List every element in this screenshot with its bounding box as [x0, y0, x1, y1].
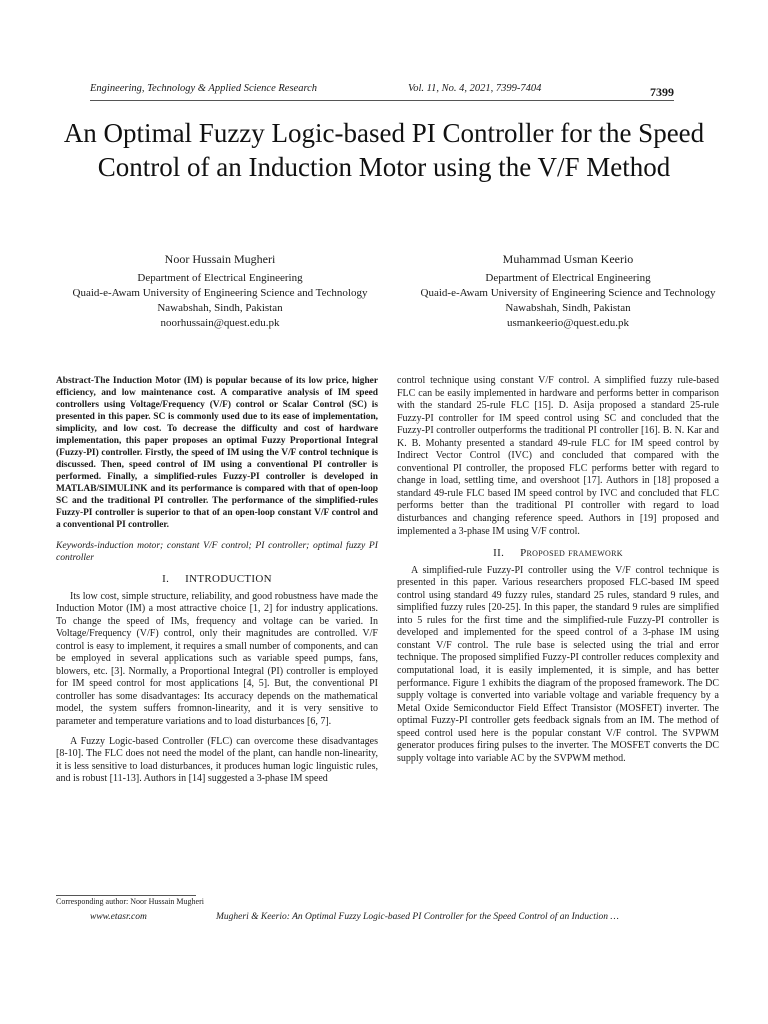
section-heading-framework	[397, 547, 719, 560]
author-name: Muhammad Usman Keerio	[502, 252, 634, 266]
author-name: Noor Hussain Mugheri	[164, 252, 276, 266]
section-number: II.	[493, 547, 505, 560]
author-location: Nawabshah, Sindh, Pakistan	[157, 302, 283, 314]
intro-paragraph-2: A Fuzzy Logic-based Controller (FLC) can overcome these disadvantages [8-10]. The FLC does not need the model of the plant, can handle non-linearity, it is less sensitive to load disturbances, it produces human logic linguistic rules, and is robust [11-13]. Authors in [14] suggested a 3-phase IM speed	[56, 735, 378, 785]
corresponding-author: Corresponding author: Noor Hussain Mugheri	[56, 897, 204, 906]
section-title: INTRODUCTION	[185, 573, 272, 585]
section-title: Proposed framework	[520, 547, 623, 560]
keywords: Keywords-induction motor; constant V/F control; PI controller; optimal fuzzy PI controller	[56, 540, 378, 563]
author-department: Department of Electrical Engineering	[137, 272, 303, 284]
paper-title: An Optimal Fuzzy Logic-based PI Controller for the Speed Control of an Induction Motor using the V/F Method	[63, 118, 705, 182]
footer-citation: Mugheri & Keerio: An Optimal Fuzzy Logic-based PI Controller for the Speed Control of an Induction …	[216, 912, 619, 922]
running-footer	[90, 912, 712, 926]
author-1	[55, 252, 385, 331]
header-rule	[90, 100, 674, 101]
left-column	[56, 375, 378, 793]
author-2	[403, 252, 733, 331]
author-location: Nawabshah, Sindh, Pakistan	[505, 302, 631, 314]
author-email: noorhussain@quest.edu.pk	[160, 317, 280, 329]
author-department: Department of Electrical Engineering	[485, 272, 651, 284]
section-number: I.	[162, 573, 170, 585]
footnote-rule	[56, 895, 196, 896]
journal-website-link[interactable]: www.etasr.com	[90, 912, 147, 922]
framework-paragraph-1: A simplified-rule Fuzzy-PI controller using the V/F control technique is presented in this paper. Various researchers proposed FLC-based IM speed control using standard 49 fuzzy rules, standard 25 rules, standard 9 rules, and simplified fuzzy rules [20-25]. In this paper, the standard 9 rules are simplified into 5 rules for the first time and the simplified-rule Fuzzy-PI controller is developed and implemented for the speed control of a 3-phase IM using constant V/F control. The rule base is selected using the trial and error technique. The proposed simplified Fuzzy-PI controller reduces complexity and computational load, it is easily implemented, it is simple, and has better performance. Figure 1 exhibits the diagram of the proposed framework. The DC supply voltage is converted into variable voltage and variable frequency by a Metal Oxide Semiconductor Field Effect Transistor (MOSFET) inverter. The optimal Fuzzy-PI controller gets feedback signals from an IM. The method of speed control used here is the popular constant V/F control. The SVPWM generator produces firing pulses to the inverter. The MOSFET converts the DC supply voltage into variable AC by the SVPWM method.	[397, 564, 719, 764]
intro-paragraph-continued: control technique using constant V/F control. A simplified fuzzy rule-based FLC can be easily implemented in hardware and performs better in comparison with the standard 25-rule FLC [15]. D. Asija proposed a standard 25-rule Fuzzy-PI controller for IM speed control using SC and concluded that the Fuzzy-PI controller outperforms the traditional PI controller [16]. B. N. Kar and K. B. Mohanty presented a standard 49-rule FLC for IM speed control by Indirect Vector Control (IVC) and concluded that compared with the conventional PI controller, the proposed FLC performs better with regard to change in load, settling time, and overshoot [17]. Authors in [18] proposed a standard 49-rule FLC based IM speed control by IVC and concluded that FLC performs better than the traditional PI controller with regard to load disturbances and changing reference speed. Authors in [19] proposed and implemented a 3-phase IM using V/F control.	[397, 375, 719, 537]
author-block	[50, 252, 718, 342]
page-number: 7399	[650, 85, 674, 99]
section-heading-introduction	[56, 573, 378, 586]
abstract: Abstract-The Induction Motor (IM) is popular because of its low price, higher efficiency, and low maintenance cost. A comparative analysis of IM speed controllers using Voltage/Frequency (V/F) control or Scalar Control (SC) is presented in this paper. SC is commonly used due to its ease of implementation, simplicity, and low cost. To decrease the difficulty and cost of hardware implementation, this paper proposes an optimal Fuzzy Proportional Integral (Fuzzy-PI) controller. Firstly, the speed of IM using the V/F control technique is discussed. Then, speed control of IM using a conventional PI controller is performed. Finally, a simplified-rules Fuzzy-PI controller is developed in MATLAB/SIMULINK and its performance is compared with that of open-loop SC and the traditional PI controller. The performance of the simplified-rules Fuzzy-PI controller is superior to that of an open-loop constant V/F control and a conventional PI controller.	[56, 376, 378, 530]
right-column	[397, 375, 719, 772]
volume-info: Vol. 11, No. 4, 2021, 7399-7404	[408, 83, 542, 94]
author-email: usmankeerio@quest.edu.pk	[507, 317, 629, 329]
author-university: Quaid-e-Awam University of Engineering Science and Technology	[72, 287, 368, 299]
author-university: Quaid-e-Awam University of Engineering Science and Technology	[420, 287, 716, 299]
running-header	[90, 83, 674, 99]
intro-paragraph-1: Its low cost, simple structure, reliability, and good robustness have made the Induction Motor (IM) a most attractive choice [1, 2] for industry applications. To change the speed of IMs, frequency and voltage can be varied. In Voltage/Frequency (V/F) control, only their magnitudes are controlled. V/F control is easy to implement, it requires a small number of components, and can be employed in several applications such as variable speed pumps, fans, blowers, etc. [3]. Normally, a Proportional Integral (PI) controller is employed for IM speed control for most applications [4, 5]. But, the conventional PI controller has some disadvantages: Its accuracy depends on the mathematical model, the system suffers fromnon-linearity, and it is very sensitive to parameter and temperature variations and to load disturbances [6, 7].	[56, 590, 378, 728]
journal-name: Engineering, Technology & Applied Science Research	[90, 83, 318, 94]
